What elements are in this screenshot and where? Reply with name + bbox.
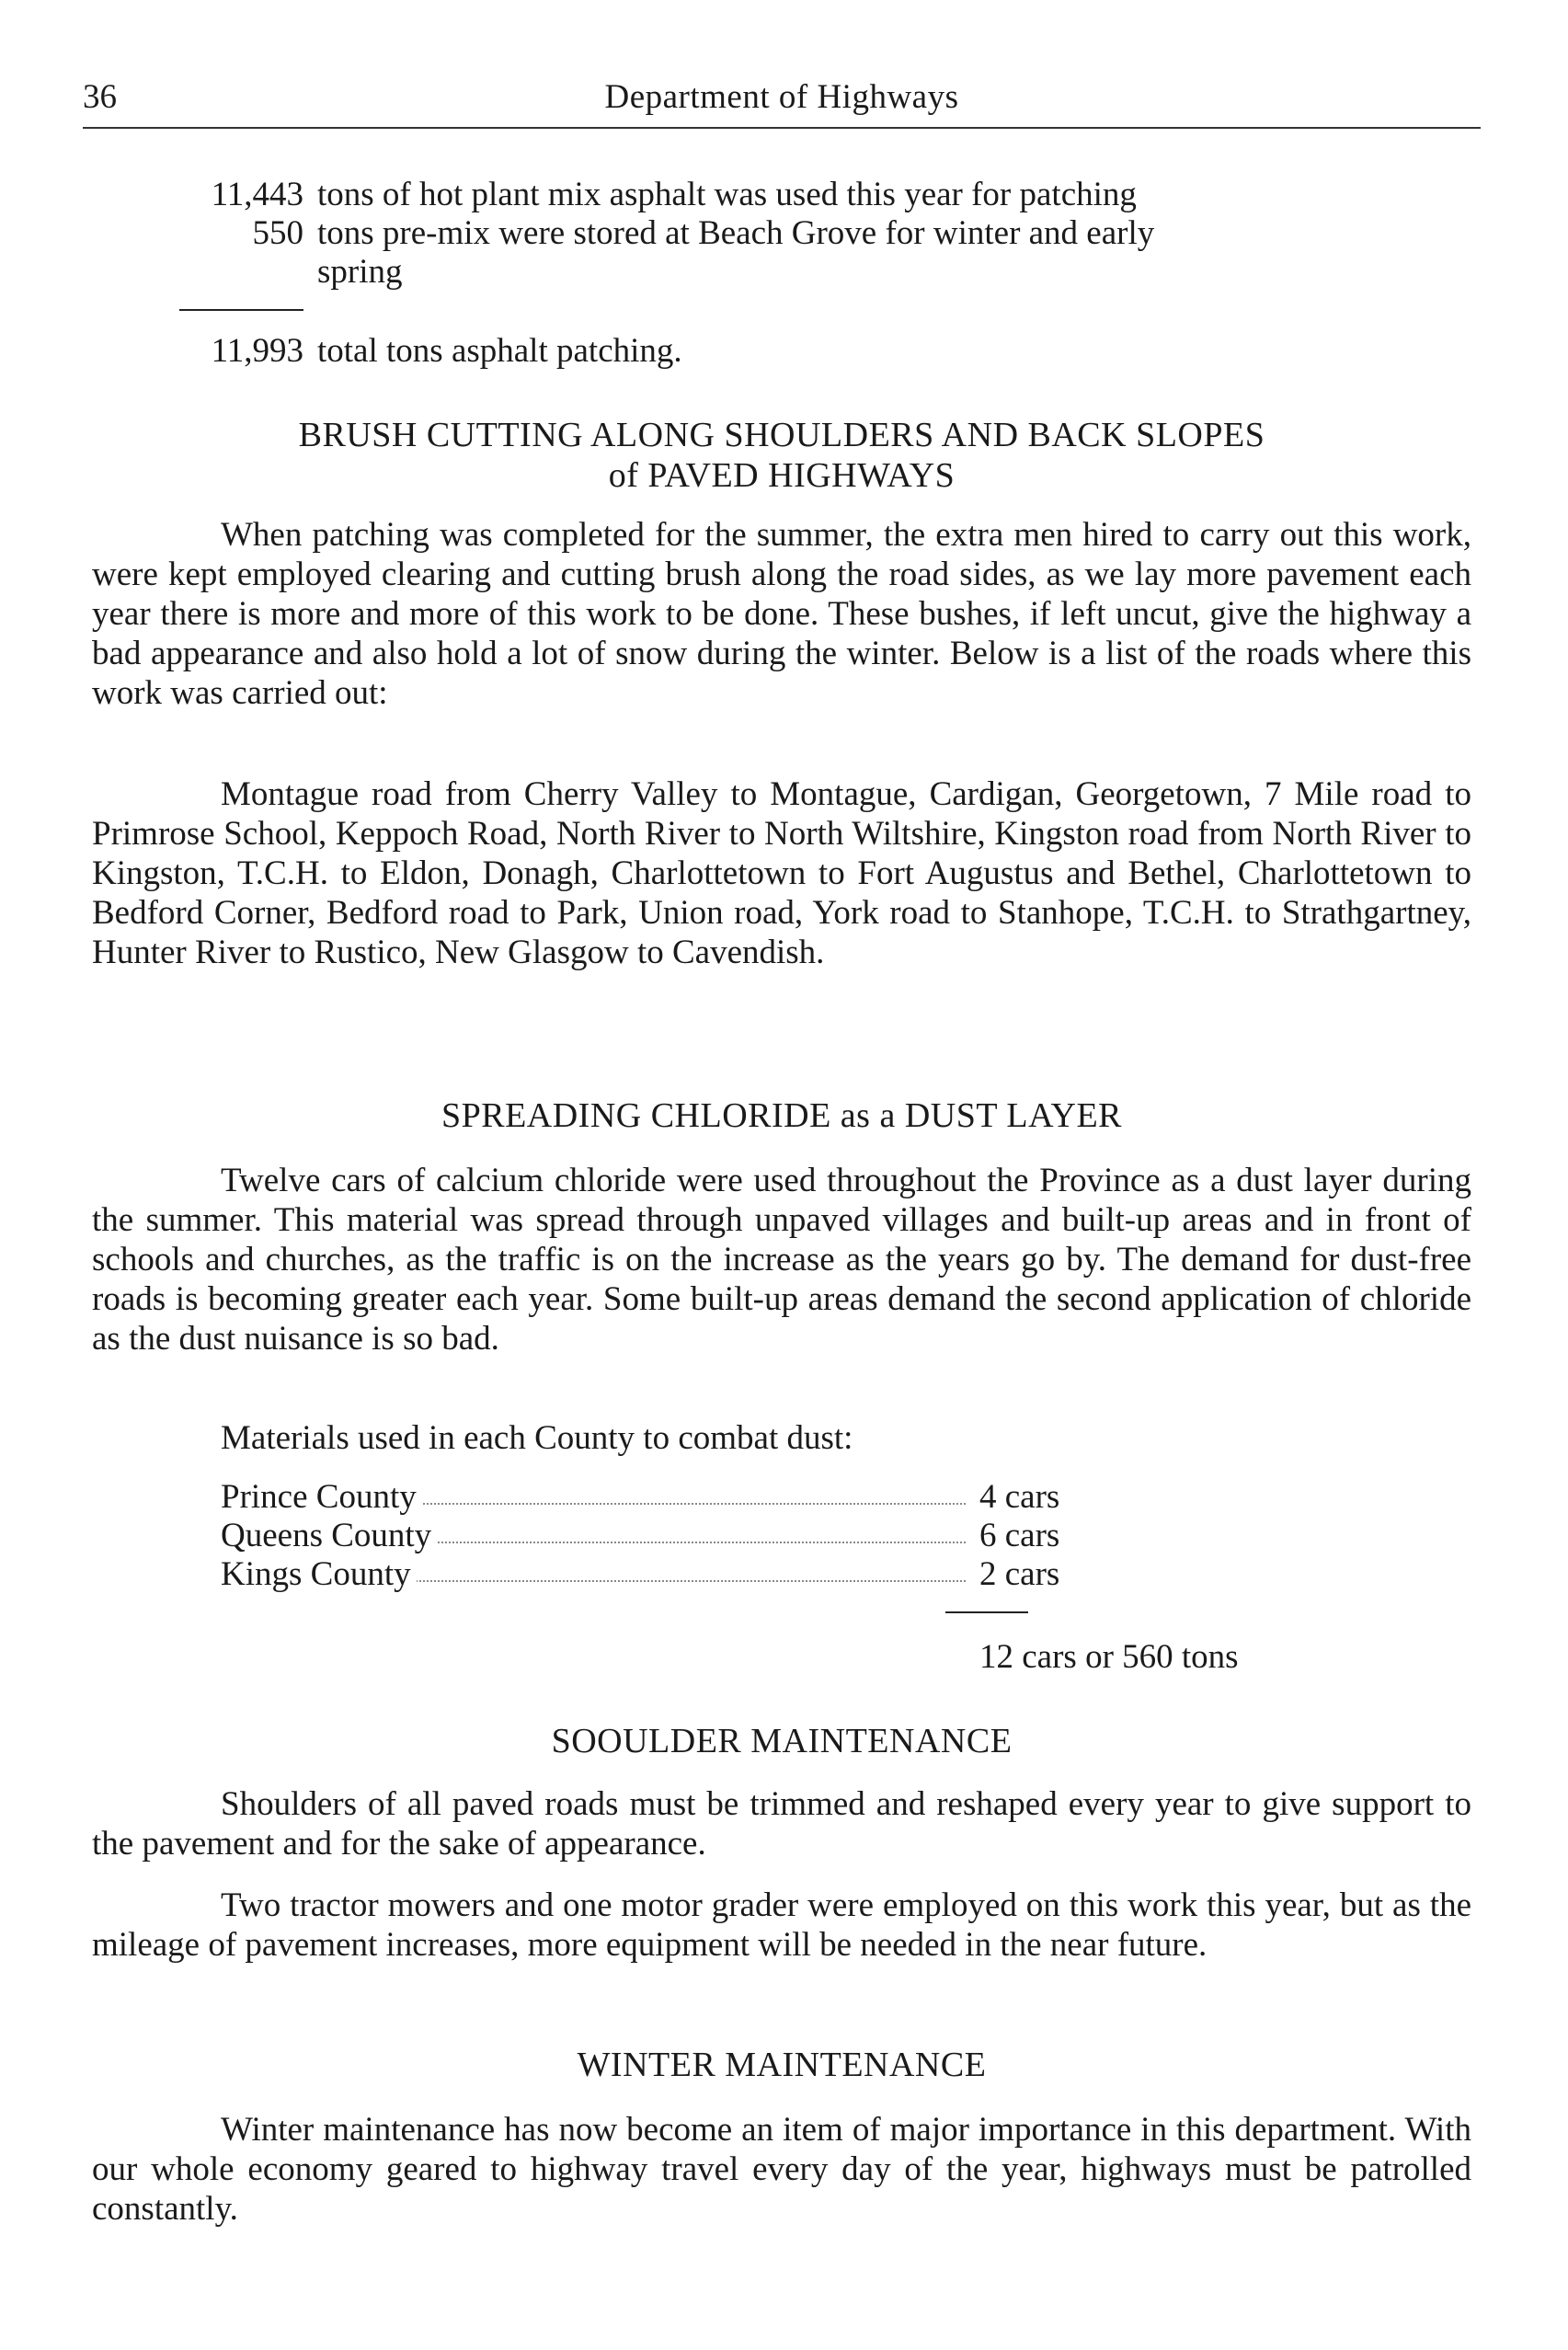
tally-sum-rule (179, 309, 303, 311)
brush-paragraph-2 (92, 774, 1471, 972)
tally-text: tons pre-mix were stored at Beach Grove for winter and early (317, 214, 1155, 252)
section-heading-chloride: SPREADING CHLORIDE as a DUST LAYER (441, 1096, 1123, 1135)
tally-row (156, 252, 403, 292)
paragraph-text: Winter maintenance has now become an item of major importance in this department. With our whole economy geared to highway travel every day of the year, highways must be patrolled constantly. (92, 2111, 1471, 2228)
materials-row (221, 1554, 1122, 1593)
section-subheading-brush: of PAVED HIGHWAYS (608, 456, 956, 495)
winter-paragraph-1 (92, 2110, 1471, 2229)
county-name: Kings County (221, 1554, 417, 1594)
page-number: 36 (83, 78, 117, 116)
paragraph-text: Shoulders of all paved roads must be trimmed and reshaped every year to give support to the pavement and for the sake of appearance. (92, 1785, 1471, 1863)
tally-total-text: total tons asphalt patching. (317, 332, 682, 370)
running-head-title: Department of Highways (604, 78, 959, 116)
county-name: Prince County (221, 1477, 422, 1517)
page-header (83, 72, 1481, 129)
paragraph-text: Two tractor mowers and one motor grader were employed on this work this year, but as the mileage of pavement increases, more equipment will be needed in the near future. (92, 1886, 1471, 1964)
county-amount: 2 cars (979, 1555, 1060, 1593)
tally-text: tons of hot plant mix asphalt was used this year for patching (317, 176, 1137, 213)
county-amount: 6 cars (979, 1517, 1060, 1554)
chloride-paragraph-1 (92, 1161, 1471, 1358)
tally-row (156, 213, 1155, 253)
paragraph-text: Materials used in each County to combat dust: (221, 1419, 853, 1457)
tally-number: 11,443 (211, 176, 303, 213)
materials-sum-rule (945, 1611, 1028, 1613)
tally-total-number: 11,993 (211, 332, 303, 370)
section-heading-winter: WINTER MAINTENANCE (577, 2046, 987, 2084)
county-amount: 4 cars (979, 1478, 1060, 1516)
section-heading-shoulder: SOOULDER MAINTENANCE (551, 1722, 1013, 1760)
shoulder-paragraph-2 (92, 1886, 1471, 1965)
tally-number: 550 (252, 214, 303, 252)
tally-total-row (156, 331, 682, 371)
materials-row (221, 1477, 1122, 1516)
section-heading-brush: BRUSH CUTTING ALONG SHOULDERS AND BACK SLOPES (298, 416, 1265, 454)
materials-row (221, 1516, 1122, 1554)
tally-row (156, 175, 1137, 214)
paragraph-text: When patching was completed for the summer, the extra men hired to carry out this work, were kept employed clearing and cutting brush along the road sides, as we lay more pavement each year there is more and more of this work to be done. These bushes, if left uncut, give the highway a bad appearance and also hold a lot of snow during the winter. Below is a list of the roads where this work was carried out: (92, 516, 1471, 712)
paragraph-text: Montague road from Cherry Valley to Montague, Cardigan, Georgetown, 7 Mile road to Primrose School, Keppoch Road, North River to North Wiltshire, Kingston road from North River to Kingston, T.C.H. to Eldon, Donagh, Charlottetown to Fort Augustus and Bethel, Charlottetown to Bedford Corner, Bedford road to Park, Union road, York road to Stanhope, T.C.H. to Strathgartney, Hunter River to Rustico, New Glasgow to Cavendish. (92, 775, 1471, 971)
shoulder-paragraph-1 (92, 1784, 1471, 1863)
tally-text: spring (317, 253, 403, 291)
county-name: Queens County (221, 1516, 437, 1555)
paragraph-text: Twelve cars of calcium chloride were used throughout the Province as a dust layer during the summer. This material was spread through unpaved villages and built-up areas and in front of schools and churches, as the traffic is on the increase as the years go by. The demand for dust-free roads is becoming greater each year. Some built-up areas demand the second application of chloride as the dust nuisance is so bad. (92, 1162, 1471, 1358)
materials-intro (92, 1418, 1471, 1458)
brush-paragraph-1 (92, 515, 1471, 713)
materials-total: 12 cars or 560 tons (979, 1638, 1239, 1676)
